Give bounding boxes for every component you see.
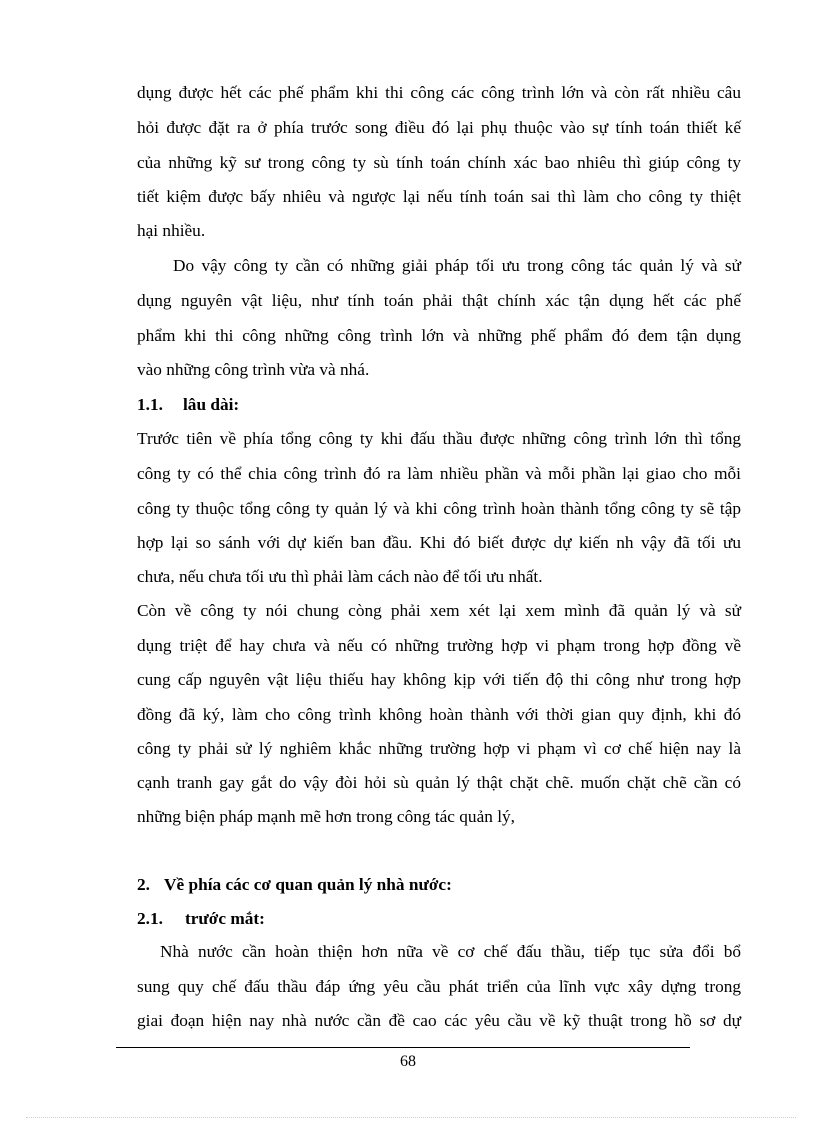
paragraph-line: Nhà nước cần hoàn thiện hơn nữa về cơ chế đấu thầu, tiếp tục sửa đổi bổ bbox=[160, 942, 741, 961]
section-heading-2-1 bbox=[137, 908, 265, 930]
footer-divider bbox=[116, 1047, 690, 1048]
paragraph-line: những biện pháp mạnh mẽ hơn trong công tác quản lý, bbox=[137, 807, 515, 826]
heading-title: Về phía các cơ quan quản lý nhà nước: bbox=[164, 875, 452, 894]
paragraph-line: đồng đã ký, làm cho công trình không hoàn thành với thời gian quy định, khi đó bbox=[137, 705, 741, 724]
page-number: 68 bbox=[400, 1053, 416, 1070]
paragraph-line: sung quy chế đấu thầu đáp ứng yêu cầu phát triển của lĩnh vực xây dựng trong bbox=[137, 977, 741, 996]
section-heading-1-1 bbox=[137, 394, 239, 416]
paragraph-line: vào những công trình vừa và nhá. bbox=[137, 360, 370, 379]
paragraph-line: giai đoạn hiện nay nhà nước cần đề cao các yêu cầu về kỹ thuật trong hồ sơ dự bbox=[137, 1011, 741, 1030]
paragraph-line: Còn về công ty nói chung còng phải xem xét lại xem mình đã quản lý và sử bbox=[137, 601, 741, 620]
paragraph-line: phẩm khi thi công những công trình lớn và những phế phẩm đó đem tận dụng bbox=[137, 326, 741, 345]
paragraph-line: Do vậy công ty cần có những giải pháp tối ưu trong công tác quản lý và sử bbox=[173, 256, 741, 275]
heading-title: lâu dài: bbox=[183, 395, 240, 414]
heading-title: trước mắt: bbox=[185, 909, 265, 928]
paragraph-line: công ty thuộc tổng công ty quản lý và khi công trình hoàn thành tổng công ty sẽ tập bbox=[137, 499, 741, 518]
paragraph-line: tiết kiệm được bấy nhiêu và ngược lại nếu tính toán sai thì làm cho công ty thiệt bbox=[137, 187, 741, 206]
page-edge-divider bbox=[26, 1117, 796, 1118]
paragraph-line: cạnh tranh gay gắt do vậy đòi hỏi sù quản lý thật chặt chẽ. muốn chặt chẽ cần có bbox=[137, 773, 741, 792]
paragraph-line: hợp lại so sánh với dự kiến ban đầu. Khi đó biết được dự kiến nh vậy đã tối ưu bbox=[137, 533, 741, 552]
paragraph-line: hỏi được đặt ra ở phía trước song điều đó lại phụ thuộc vào sự tính toán thiết kế bbox=[137, 118, 741, 137]
paragraph-line: chưa, nếu chưa tối ưu thì phải làm cách nào để tối ưu nhất. bbox=[137, 567, 543, 586]
paragraph-line: cung cấp nguyên vật liệu thiếu hay không kịp với tiến độ thi công như trong hợp bbox=[137, 670, 741, 689]
paragraph-line: dụng triệt để hay chưa và nếu có những trường hợp vi phạm trong hợp đồng về bbox=[137, 636, 741, 655]
heading-number: 2. bbox=[137, 875, 150, 894]
paragraph-line: Trước tiên về phía tổng công ty khi đấu thầu được những công trình lớn thì tổng bbox=[137, 429, 741, 448]
paragraph-line: dụng được hết các phế phẩm khi thi công các công trình lớn và còn rất nhiều câu bbox=[137, 83, 741, 102]
heading-number: 1.1. bbox=[137, 395, 163, 414]
paragraph-line: dụng nguyên vật liệu, như tính toán phải thật chính xác tận dụng hết các phế bbox=[137, 291, 741, 310]
paragraph-line: của những kỹ sư trong công ty sù tính toán chính xác bao nhiêu thì giúp công ty bbox=[137, 153, 741, 172]
paragraph-line: công ty có thể chia công trình đó ra làm nhiều phần và mỗi phần lại giao cho mỗi bbox=[137, 464, 741, 483]
section-heading-2 bbox=[137, 874, 452, 896]
paragraph-line: công ty phải sử lý nghiêm khắc những trường hợp vi phạm vì cơ chế hiện nay là bbox=[137, 739, 741, 758]
paragraph-line: hại nhiều. bbox=[137, 221, 206, 240]
heading-number: 2.1. bbox=[137, 909, 163, 928]
